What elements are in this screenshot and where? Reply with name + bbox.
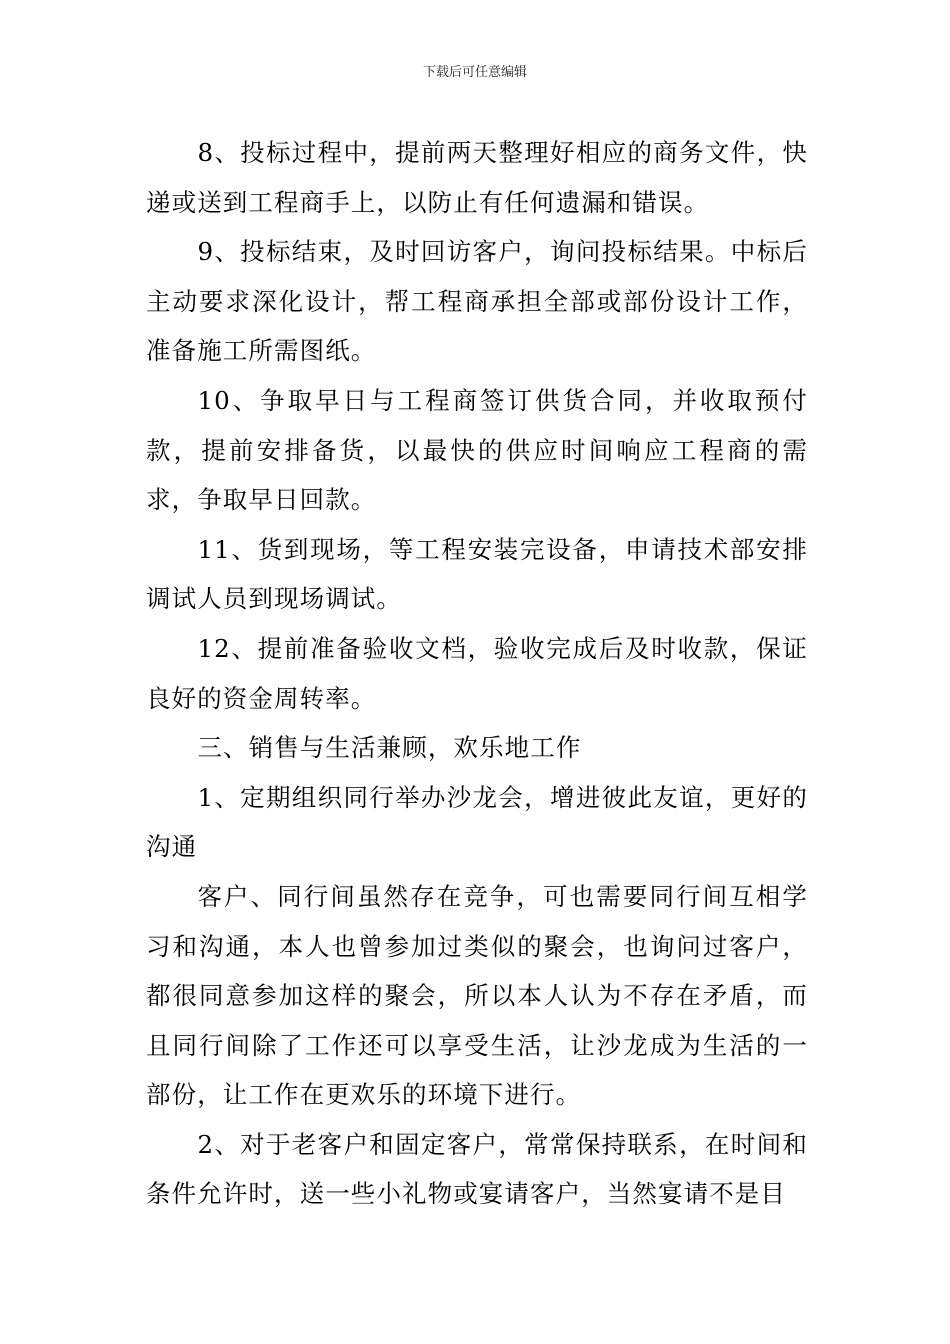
paragraph-item-2: 2、对于老客户和固定客户，常常保持联系，在时间和条件允许时，送一些小礼物或宴请客户，当然宴请不是目 — [146, 1129, 808, 1209]
paragraph-item-12: 12、提前准备验收文档，验收完成后及时收款，保证良好的资金周转率。 — [146, 633, 808, 713]
paragraph-item-8: 8、投标过程中，提前两天整理好相应的商务文件，快递或送到工程商手上，以防止有任何遗漏和错误。 — [146, 138, 808, 217]
paragraph-item-9: 9、投标结束，及时回访客户，询问投标结果。中标后主动要求深化设计，帮工程商承担全部或部份设计工作，准备施工所需图纸。 — [146, 237, 808, 366]
section-heading: 三、销售与生活兼顾，欢乐地工作 — [197, 733, 582, 763]
page-header: 下载后可任意编辑 — [422, 65, 527, 80]
document-body — [146, 128, 808, 1219]
paragraph-body: 客户、同行间虽然存在竞争，可也需要同行间互相学习和沟通，本人也曾参加过类似的聚会，也询问过客户，都很同意参加这样的聚会，所以本人认为不存在矛盾，而且同行间除了工作还可以享受生活，让沙龙成为生活的一部份，让工作在更欢乐的环境下进行。 — [146, 881, 808, 1110]
paragraph-item-1: 1、定期组织同行举办沙龙会，增进彼此友谊，更好的沟通 — [146, 782, 808, 862]
paragraph-item-11: 11、货到现场，等工程安装完设备，申请技术部安排调试人员到现场调试。 — [146, 534, 808, 614]
paragraph-item-10: 10、争取早日与工程商签订供货合同，并收取预付款，提前安排备货，以最快的供应时间响应工程商的需求，争取早日回款。 — [146, 385, 808, 515]
